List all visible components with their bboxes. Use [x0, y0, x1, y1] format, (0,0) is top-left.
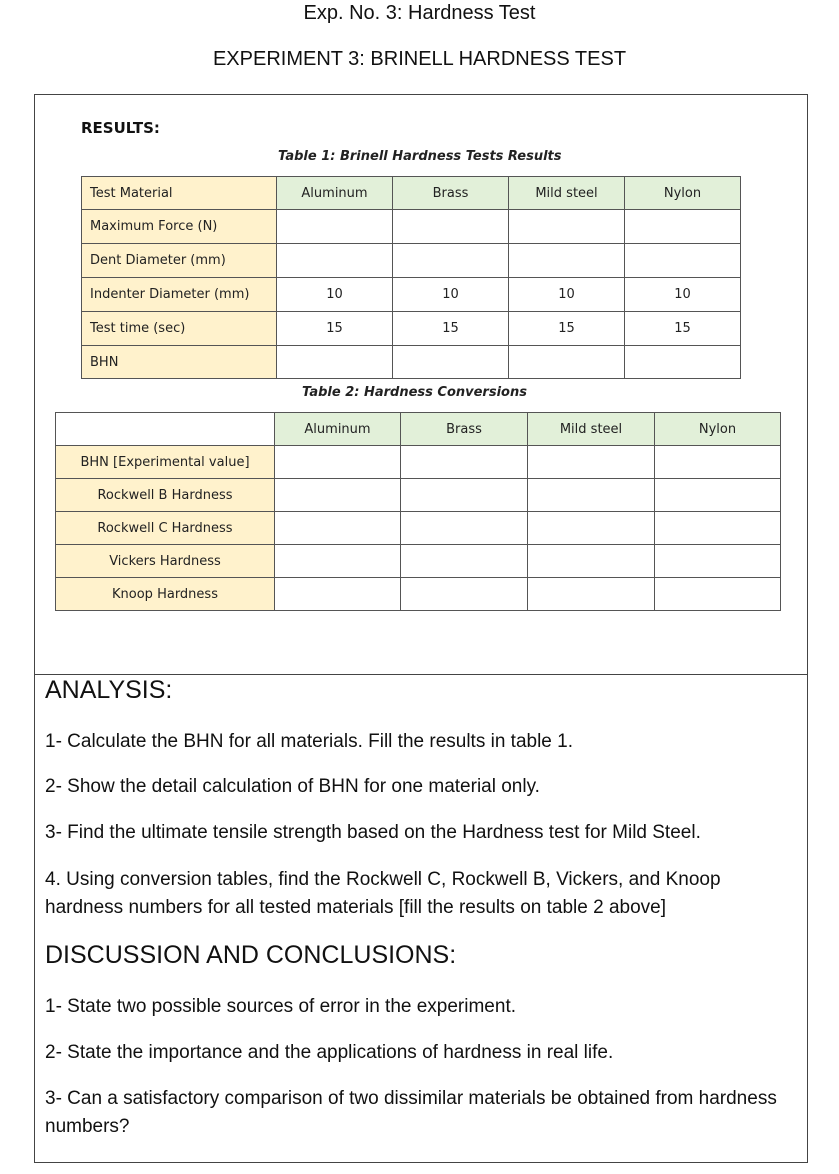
table-cell — [401, 512, 528, 545]
table-cell — [393, 244, 509, 278]
table-cell: 10 — [625, 278, 741, 312]
table-cell — [528, 545, 655, 578]
table-cell — [275, 479, 401, 512]
table-row — [56, 512, 781, 545]
table-cell — [655, 512, 781, 545]
table-cell — [275, 446, 401, 479]
row-label: Rockwell B Hardness — [56, 479, 275, 512]
row-label: Indenter Diameter (mm) — [82, 278, 277, 312]
header-cell: Nylon — [625, 177, 741, 210]
table-row — [82, 346, 741, 379]
table-cell — [528, 512, 655, 545]
table2-caption: Table 2: Hardness Conversions — [302, 385, 527, 400]
header-cell: Aluminum — [277, 177, 393, 210]
table-header-row — [82, 177, 741, 210]
table-cell — [275, 578, 401, 611]
table-cell: 15 — [393, 312, 509, 346]
row-label: Vickers Hardness — [56, 545, 275, 578]
row-label: Rockwell C Hardness — [56, 512, 275, 545]
discussion-item: 3- Can a satisfactory comparison of two dissimilar materials be obtained from hardness numbers? — [45, 1088, 777, 1137]
table-cell — [275, 512, 401, 545]
table-row — [56, 545, 781, 578]
header-cell: Brass — [393, 177, 509, 210]
table-cell — [528, 479, 655, 512]
table-cell: 15 — [509, 312, 625, 346]
experiment-title: EXPERIMENT 3: BRINELL HARDNESS TEST — [212, 48, 627, 70]
table-cell — [625, 244, 741, 278]
table-cell: 15 — [625, 312, 741, 346]
row-label: BHN [Experimental value] — [56, 446, 275, 479]
row-label: BHN — [82, 346, 277, 379]
header-cell: Mild steel — [509, 177, 625, 210]
table-cell — [275, 545, 401, 578]
table-row — [56, 578, 781, 611]
table-cell — [509, 244, 625, 278]
discussion-item: 2- State the importance and the applications of hardness in real life. — [45, 1042, 614, 1063]
table-cell — [655, 479, 781, 512]
table-cell — [277, 346, 393, 379]
table-header-row — [56, 413, 781, 446]
table-cell — [277, 244, 393, 278]
table-cell: 10 — [509, 278, 625, 312]
analysis-item: 4. Using conversion tables, find the Rockwell C, Rockwell B, Vickers, and Knoop hardness numbers for all tested materials [fill the results on table 2 above] — [45, 869, 721, 918]
header-cell: Brass — [401, 413, 528, 446]
header-cell: Nylon — [655, 413, 781, 446]
header-cell: Test Material — [82, 177, 277, 210]
analysis-item: 1- Calculate the BHN for all materials. Fill the results in table 1. — [45, 731, 573, 752]
results-title: RESULTS: — [81, 119, 160, 137]
table-row — [82, 312, 741, 346]
table-row — [56, 446, 781, 479]
discussion-heading: DISCUSSION AND CONCLUSIONS: — [45, 941, 457, 969]
table-cell — [393, 346, 509, 379]
row-label: Knoop Hardness — [56, 578, 275, 611]
header-cell — [56, 413, 275, 446]
analysis-heading: ANALYSIS: — [45, 676, 173, 704]
table-cell: 10 — [393, 278, 509, 312]
header-cell: Mild steel — [528, 413, 655, 446]
table-cell — [625, 210, 741, 244]
discussion-item: 1- State two possible sources of error in the experiment. — [45, 996, 517, 1017]
table-cell — [401, 479, 528, 512]
table-cell — [655, 578, 781, 611]
table-cell — [401, 545, 528, 578]
analysis-item: 2- Show the detail calculation of BHN for one material only. — [45, 776, 540, 797]
document-header: Exp. No. 3: Hardness Test — [303, 2, 536, 24]
table-row — [56, 479, 781, 512]
table-cell — [528, 446, 655, 479]
table-row — [82, 210, 741, 244]
hardness-conversions-table — [55, 412, 781, 611]
table-cell — [277, 210, 393, 244]
table-cell — [401, 578, 528, 611]
row-label: Dent Diameter (mm) — [82, 244, 277, 278]
brinell-results-table — [81, 176, 741, 379]
table-cell: 10 — [277, 278, 393, 312]
header-cell: Aluminum — [275, 413, 401, 446]
table-row — [82, 244, 741, 278]
table-cell — [625, 346, 741, 379]
row-label: Maximum Force (N) — [82, 210, 277, 244]
table1-caption: Table 1: Brinell Hardness Tests Results — [278, 149, 562, 164]
table-cell: 15 — [277, 312, 393, 346]
table-cell — [655, 545, 781, 578]
row-label: Test time (sec) — [82, 312, 277, 346]
analysis-item: 3- Find the ultimate tensile strength based on the Hardness test for Mild Steel. — [45, 822, 701, 843]
table-row — [82, 278, 741, 312]
table-cell — [509, 210, 625, 244]
table-cell — [655, 446, 781, 479]
table-cell — [393, 210, 509, 244]
table-cell — [528, 578, 655, 611]
table-cell — [509, 346, 625, 379]
table-cell — [401, 446, 528, 479]
